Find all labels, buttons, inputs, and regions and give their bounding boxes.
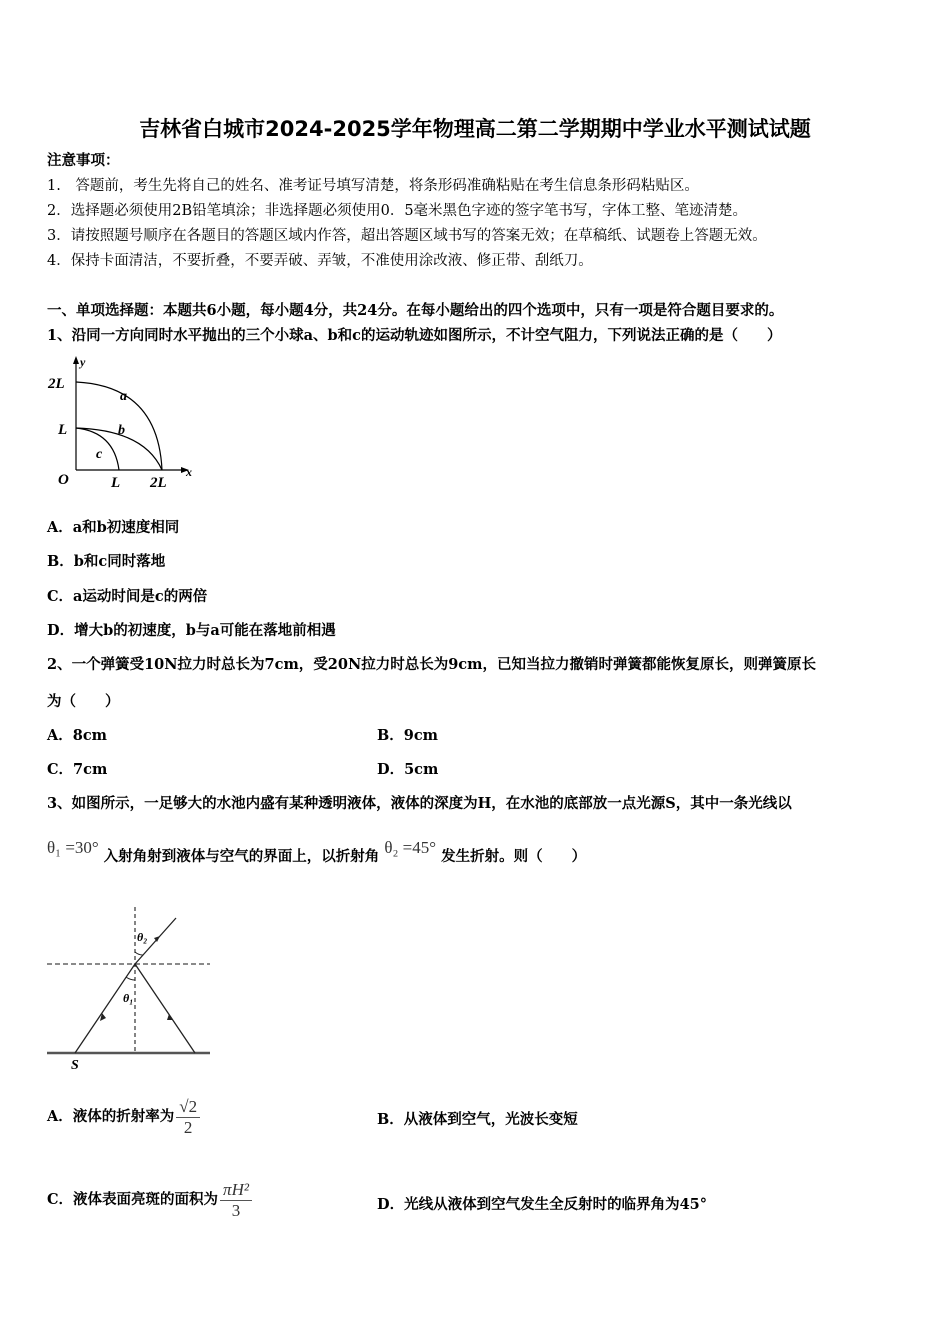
q3-option-d[interactable]: D．光线从液体到空气发生全反射时的临界角为45° xyxy=(377,1196,708,1213)
theta1-value: θ₁ =30° xyxy=(47,838,99,857)
question-1-stem: 1、沿同一方向同时水平抛出的三个小球a、b和c的运动轨迹如图所示，不计空气阻力，下列说法正确的是（ ） xyxy=(47,327,782,344)
q1-option-b[interactable]: B．b和c同时落地 xyxy=(47,553,166,570)
source-label: S xyxy=(71,1058,79,1073)
q2-option-c[interactable]: C．7cm xyxy=(47,761,108,778)
q3-option-b[interactable]: B．从液体到空气，光波长变短 xyxy=(377,1111,578,1128)
notice-heading: 注意事项： xyxy=(47,152,120,169)
q1-option-d[interactable]: D．增大b的初速度，b与a可能在落地前相遇 xyxy=(47,622,336,639)
question-2-stem: 2、一个弹簧受10N拉力时总长为7cm，受20N拉力时总长为9cm，已知当拉力撤销时弹簧都能恢复原长，则弹簧原长 xyxy=(47,656,816,673)
y-axis-label: y xyxy=(80,355,86,369)
tick-2L-x: 2L xyxy=(150,475,167,491)
origin-label: O xyxy=(58,472,69,488)
x-axis-label: x xyxy=(186,465,192,479)
fraction xyxy=(176,1097,200,1138)
option-text: C．液体表面亮斑的面积为 xyxy=(47,1191,219,1208)
q3-option-c[interactable] xyxy=(47,1175,252,1225)
q1-option-a[interactable]: A．a和b初速度相同 xyxy=(47,519,180,536)
fraction xyxy=(220,1180,252,1221)
option-text: A．液体的折射率为 xyxy=(47,1108,175,1125)
curve-b-label: b xyxy=(118,423,125,438)
refraction-figure xyxy=(45,905,215,1075)
tick-2L-y: 2L xyxy=(48,376,65,392)
tick-L-y: L xyxy=(58,422,68,438)
theta2-label: θ₂ xyxy=(137,930,148,944)
q3-option-a[interactable] xyxy=(47,1092,200,1142)
denominator: 3 xyxy=(231,1200,241,1220)
question-2-stem-cont: 为（ ） xyxy=(47,693,120,710)
curve-a-label: a xyxy=(120,389,127,404)
notice-item: 4．保持卡面清洁，不要折叠，不要弄破、弄皱，不准使用涂改液、修正带、刮纸刀。 xyxy=(47,253,593,269)
notice-item: 2．选择题必须使用2B铅笔填涂；非选择题必须使用0．5毫米黑色字迹的签字笔书写，字体工整、笔迹清楚。 xyxy=(47,203,748,219)
stem-text: 入射角射到液体与空气的界面上，以折射角 xyxy=(103,848,380,865)
numerator: √2 xyxy=(176,1097,200,1118)
notice-item: 3．请按照题号顺序在各题目的答题区域内作答，超出答题区域书写的答案无效；在草稿纸、试题卷上答题无效。 xyxy=(47,228,767,244)
q2-option-a[interactable]: A．8cm xyxy=(47,727,108,744)
trajectory-figure xyxy=(40,352,200,492)
section-heading: 一、单项选择题：本题共6小题，每小题4分，共24分。在每小题给出的四个选项中，只有一项是符合题目要求的。 xyxy=(47,302,784,319)
curve-c-label: c xyxy=(96,447,103,462)
q1-option-c[interactable]: C．a运动时间是c的两倍 xyxy=(47,588,208,605)
notice-item: 1. 答题前，考生先将自己的姓名、准考证号填写清楚，将条形码准确粘贴在考生信息条形码粘贴区。 xyxy=(47,178,699,194)
q2-option-d[interactable]: D．5cm xyxy=(377,761,439,778)
q2-option-b[interactable]: B．9cm xyxy=(377,727,439,744)
theta1-label: θ₁ xyxy=(123,991,134,1005)
tick-L-x: L xyxy=(111,475,121,491)
page-title: 吉林省白城市2024-2025学年物理高二第二学期期中学业水平测试试题 xyxy=(139,117,811,141)
question-3-stem-cont xyxy=(47,838,587,867)
stem-text: 发生折射。则（ ） xyxy=(441,848,587,865)
theta2-value: θ₂ =45° xyxy=(384,838,437,857)
denominator: 2 xyxy=(183,1117,193,1137)
question-3-stem: 3、如图所示，一足够大的水池内盛有某种透明液体，液体的深度为H，在水池的底部放一点光源S，其中一条光线以 xyxy=(47,795,792,812)
numerator: πH² xyxy=(220,1180,252,1201)
